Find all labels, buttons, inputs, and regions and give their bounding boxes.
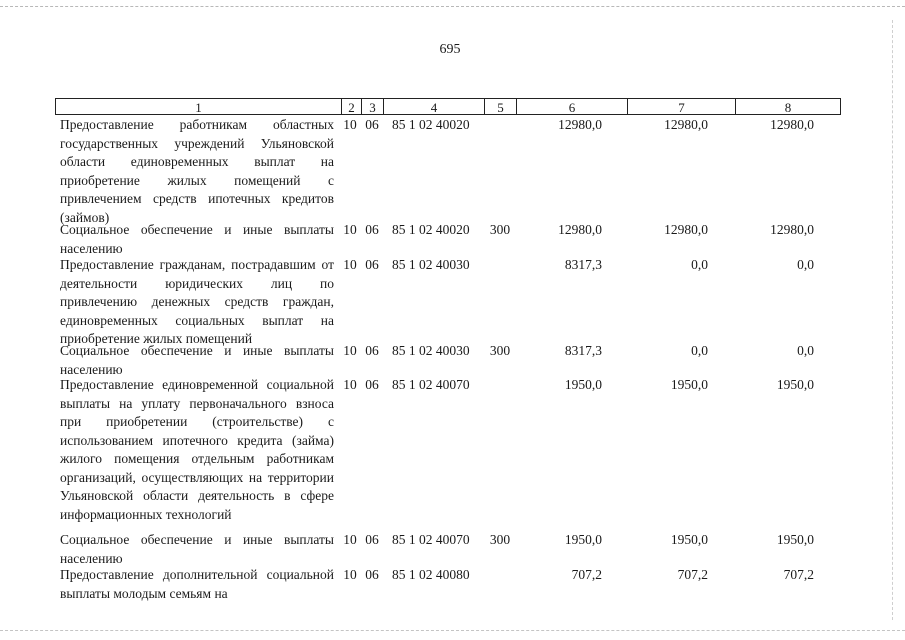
- expense-type-code: 300: [489, 532, 511, 547]
- scan-edge-top: [0, 6, 905, 7]
- column-header-1: 1: [55, 98, 341, 115]
- target-article-code: 85 1 02 40030: [392, 257, 470, 272]
- scan-edge-bottom: [0, 630, 905, 631]
- section-code: 10: [343, 343, 357, 358]
- section-code: 10: [343, 532, 357, 547]
- amount-col-8: 0,0: [797, 343, 814, 358]
- subsection-code: 06: [365, 257, 379, 272]
- row-name: Социальное обеспечение и иные выплаты населению: [60, 222, 334, 256]
- subsection-code: 06: [365, 567, 379, 582]
- section-code: 10: [343, 222, 357, 237]
- row-name: Предоставление единовременной социальной выплаты на уплату первоначального взноса при приобретении (строительстве) с использованием ипотечного кредита (займа) жилого помещения отдельным работникам организаций, осуществляющих на территории Ульяновской области деятельность в сфере информационных технологий: [60, 377, 334, 522]
- amount-col-6: 8317,3: [564, 257, 602, 272]
- amount-col-6: 1950,0: [564, 377, 602, 392]
- amount-col-7: 0,0: [691, 343, 708, 358]
- page-number: 695: [439, 42, 461, 57]
- amount-col-7: 1950,0: [670, 532, 708, 547]
- subsection-code: 06: [365, 117, 379, 132]
- column-header-5: 5: [484, 98, 516, 115]
- scan-edge-right: [892, 20, 893, 620]
- section-code: 10: [343, 377, 357, 392]
- amount-col-7: 0,0: [691, 257, 708, 272]
- column-header-6: 6: [516, 98, 627, 115]
- expense-type-code: 300: [489, 222, 511, 237]
- section-code: 10: [343, 117, 357, 132]
- row-name: Предоставление гражданам, пострадавшим от деятельности юридических лиц по привлечению денежных средств граждан, единовременных социальных выплат на приобретение жилых помещений: [60, 257, 334, 346]
- column-header-3: 3: [361, 98, 383, 115]
- section-code: 10: [343, 567, 357, 582]
- amount-col-8: 1950,0: [776, 377, 814, 392]
- amount-col-6: 8317,3: [564, 343, 602, 358]
- row-name: Социальное обеспечение и иные выплаты населению: [60, 532, 334, 566]
- amount-col-6: 1950,0: [564, 532, 602, 547]
- amount-col-8: 1950,0: [776, 532, 814, 547]
- target-article-code: 85 1 02 40030: [392, 343, 470, 358]
- amount-col-7: 707,2: [677, 567, 708, 582]
- row-name: Социальное обеспечение и иные выплаты населению: [60, 343, 334, 377]
- amount-col-8: 0,0: [797, 257, 814, 272]
- subsection-code: 06: [365, 343, 379, 358]
- amount-col-7: 12980,0: [664, 117, 708, 132]
- target-article-code: 85 1 02 40020: [392, 222, 470, 237]
- subsection-code: 06: [365, 222, 379, 237]
- amount-col-8: 12980,0: [770, 117, 814, 132]
- column-header-8: 8: [735, 98, 841, 115]
- target-article-code: 85 1 02 40070: [392, 532, 470, 547]
- subsection-code: 06: [365, 532, 379, 547]
- row-name: Предоставление работникам областных государственных учреждений Ульяновской области единовременных выплат на приобретение жилых помещений с привлечением средств ипотечных кредитов (займов): [60, 117, 334, 225]
- column-header-4: 4: [383, 98, 484, 115]
- expense-type-code: 300: [489, 343, 511, 358]
- row-name: Предоставление дополнительной социальной выплаты молодым семьям на: [60, 567, 334, 601]
- amount-col-8: 707,2: [783, 567, 814, 582]
- target-article-code: 85 1 02 40070: [392, 377, 470, 392]
- amount-col-7: 1950,0: [670, 377, 708, 392]
- amount-col-6: 707,2: [571, 567, 602, 582]
- amount-col-6: 12980,0: [558, 117, 602, 132]
- subsection-code: 06: [365, 377, 379, 392]
- target-article-code: 85 1 02 40020: [392, 117, 470, 132]
- amount-col-7: 12980,0: [664, 222, 708, 237]
- target-article-code: 85 1 02 40080: [392, 567, 470, 582]
- section-code: 10: [343, 257, 357, 272]
- column-header-2: 2: [341, 98, 361, 115]
- amount-col-8: 12980,0: [770, 222, 814, 237]
- column-header-7: 7: [627, 98, 735, 115]
- amount-col-6: 12980,0: [558, 222, 602, 237]
